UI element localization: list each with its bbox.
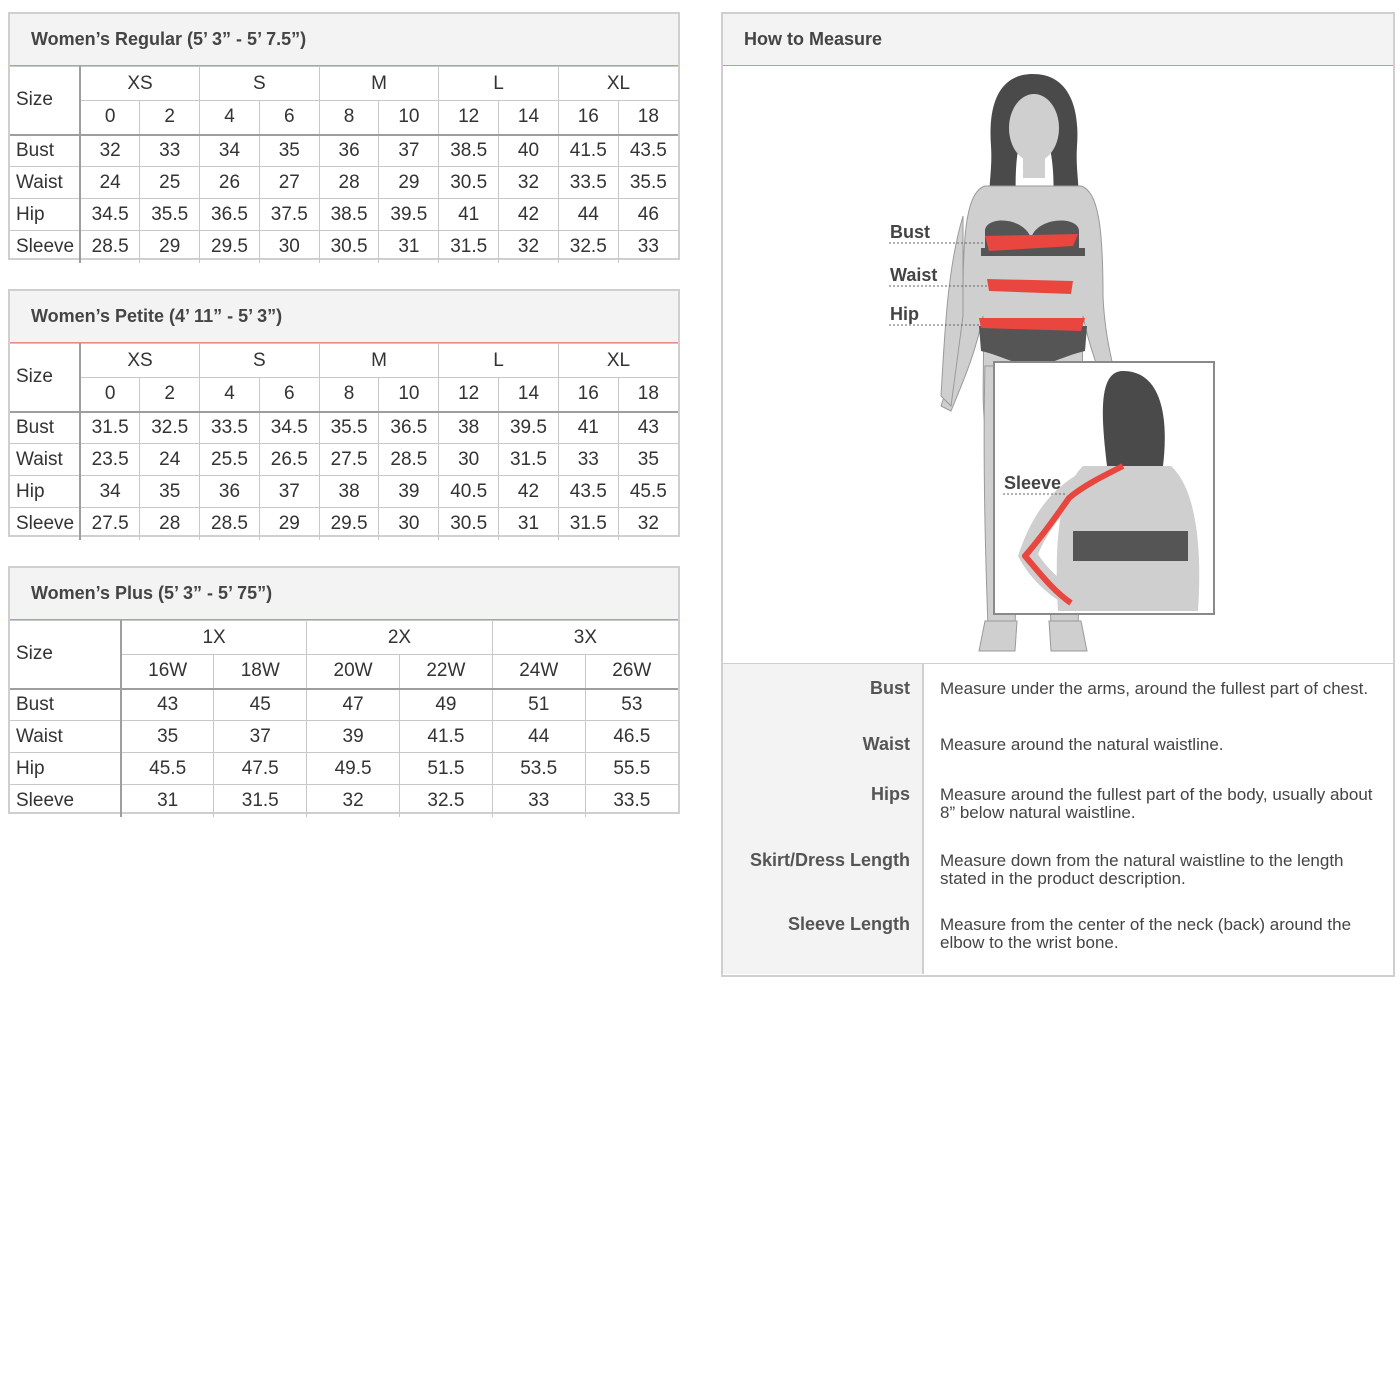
measurement-value: 35.5 xyxy=(140,199,200,231)
measure-term: Waist xyxy=(723,728,924,778)
size-number-header: 0 xyxy=(80,101,140,135)
table-row xyxy=(10,508,678,540)
size-number-header: 4 xyxy=(200,101,260,135)
measurement-value: 36 xyxy=(319,135,379,167)
size-number-header: 14 xyxy=(499,101,559,135)
plus-size-table xyxy=(10,620,678,817)
size-number-header: 10 xyxy=(379,378,439,412)
measurement-label: Sleeve xyxy=(10,508,80,540)
measure-description: Measure under the arms, around the fullest part of chest. xyxy=(940,679,1369,698)
measurement-value: 51 xyxy=(492,689,585,721)
measure-spacer xyxy=(723,970,1393,974)
size-number-header: 12 xyxy=(439,101,499,135)
measure-instructions xyxy=(723,664,1393,974)
table-row xyxy=(10,753,678,785)
measure-term: Hips xyxy=(723,778,924,844)
measurement-value: 36.5 xyxy=(200,199,260,231)
measurement-value: 29.5 xyxy=(319,508,379,540)
size-number-header: 2 xyxy=(140,378,200,412)
measurement-value: 34 xyxy=(200,135,260,167)
size-group-header: 2X xyxy=(307,621,493,655)
measurement-value: 51.5 xyxy=(399,753,492,785)
measurement-value: 32 xyxy=(80,135,140,167)
size-number-header: 8 xyxy=(319,101,379,135)
measurement-value: 42 xyxy=(499,476,559,508)
measurement-value: 28 xyxy=(319,167,379,199)
measurement-value: 45.5 xyxy=(618,476,678,508)
regular-size-table xyxy=(10,66,678,263)
how-to-measure-title: How to Measure xyxy=(723,14,1393,66)
measurement-value: 39.5 xyxy=(379,199,439,231)
measurement-value: 33.5 xyxy=(200,412,260,444)
measurement-value: 28.5 xyxy=(379,444,439,476)
measurement-value: 39 xyxy=(379,476,439,508)
measurement-value: 31.5 xyxy=(80,412,140,444)
measurement-label: Hip xyxy=(10,199,80,231)
measure-item xyxy=(723,728,1393,778)
measurement-value: 41 xyxy=(558,412,618,444)
measurement-value: 44 xyxy=(492,721,585,753)
size-group-header: XL xyxy=(558,67,678,101)
measurement-value: 27.5 xyxy=(319,444,379,476)
measurement-value: 28.5 xyxy=(200,508,260,540)
size-group-header: M xyxy=(319,344,439,378)
measurement-value: 32 xyxy=(499,167,559,199)
measurement-value: 32.5 xyxy=(399,785,492,817)
measure-description: Measure from the center of the neck (back) around the elbow to the wrist bone. xyxy=(940,915,1352,952)
measurement-value: 31 xyxy=(499,508,559,540)
measurement-value: 23.5 xyxy=(80,444,140,476)
measurement-value: 29 xyxy=(379,167,439,199)
measurement-value: 33 xyxy=(618,231,678,263)
measurement-value: 34.5 xyxy=(80,199,140,231)
measurement-value: 37 xyxy=(259,476,319,508)
measurement-value: 46 xyxy=(618,199,678,231)
measurement-value: 36 xyxy=(200,476,260,508)
measure-description: Measure around the fullest part of the body, usually about 8” below natural waistline. xyxy=(940,785,1373,822)
measurement-value: 35 xyxy=(121,721,214,753)
measurement-value: 30 xyxy=(259,231,319,263)
measurement-value: 32 xyxy=(618,508,678,540)
size-number-header: 26W xyxy=(585,655,678,689)
size-number-header: 18W xyxy=(214,655,307,689)
figure-label-hip: Hip xyxy=(890,304,919,324)
measurement-value: 33 xyxy=(140,135,200,167)
table-row xyxy=(10,476,678,508)
size-header: Size xyxy=(10,67,80,135)
size-group-header: 1X xyxy=(121,621,307,655)
measurement-value: 43.5 xyxy=(558,476,618,508)
measurement-value: 43 xyxy=(618,412,678,444)
measurement-value: 29.5 xyxy=(200,231,260,263)
measurement-value: 37.5 xyxy=(259,199,319,231)
measurement-label: Sleeve xyxy=(10,231,80,263)
measurement-label: Bust xyxy=(10,412,80,444)
measurement-value: 28.5 xyxy=(80,231,140,263)
measurement-value: 40 xyxy=(499,135,559,167)
size-group-header: XS xyxy=(80,344,200,378)
size-header: Size xyxy=(10,621,121,689)
measurement-value: 24 xyxy=(140,444,200,476)
measurement-value: 45 xyxy=(214,689,307,721)
measurement-value: 35 xyxy=(140,476,200,508)
measurement-label: Bust xyxy=(10,689,121,721)
measurement-label: Sleeve xyxy=(10,785,121,817)
measurement-value: 43 xyxy=(121,689,214,721)
regular-size-title: Women’s Regular (5’ 3” - 5’ 7.5”) xyxy=(10,14,678,66)
measurement-value: 49 xyxy=(399,689,492,721)
size-header: Size xyxy=(10,344,80,412)
figure-label-waist: Waist xyxy=(890,265,938,285)
measurement-value: 32.5 xyxy=(140,412,200,444)
measurement-value: 35.5 xyxy=(618,167,678,199)
figure-label-bust: Bust xyxy=(890,222,930,242)
measurement-value: 26 xyxy=(200,167,260,199)
size-number-header: 8 xyxy=(319,378,379,412)
measurement-value: 26.5 xyxy=(259,444,319,476)
measurement-value: 47.5 xyxy=(214,753,307,785)
size-number-header: 0 xyxy=(80,378,140,412)
size-number-header: 16W xyxy=(121,655,214,689)
size-group-header: M xyxy=(319,67,439,101)
table-row xyxy=(10,412,678,444)
size-number-header: 6 xyxy=(259,101,319,135)
measure-description: Measure down from the natural waistline to the length stated in the product description. xyxy=(940,851,1344,888)
measurement-value: 31.5 xyxy=(439,231,499,263)
measurement-value: 33 xyxy=(558,444,618,476)
measurement-value: 45.5 xyxy=(121,753,214,785)
measurement-value: 38 xyxy=(319,476,379,508)
measurement-value: 47 xyxy=(307,689,400,721)
table-row xyxy=(10,231,678,263)
measurement-value: 32 xyxy=(307,785,400,817)
measurement-value: 31.5 xyxy=(558,508,618,540)
measurement-label: Bust xyxy=(10,135,80,167)
measurement-value: 32 xyxy=(499,231,559,263)
measurement-value: 37 xyxy=(214,721,307,753)
measurement-value: 31.5 xyxy=(214,785,307,817)
measurement-value: 39 xyxy=(307,721,400,753)
measurement-label: Hip xyxy=(10,753,121,785)
plus-size-title: Women’s Plus (5’ 3” - 5’ 75”) xyxy=(10,568,678,620)
measurement-value: 30.5 xyxy=(319,231,379,263)
measurement-value: 33.5 xyxy=(558,167,618,199)
measurement-value: 30.5 xyxy=(439,508,499,540)
measurement-label: Waist xyxy=(10,721,121,753)
measurement-value: 49.5 xyxy=(307,753,400,785)
size-number-header: 24W xyxy=(492,655,585,689)
table-row xyxy=(10,199,678,231)
body-figure-illustration xyxy=(723,66,1393,664)
size-group-header: 3X xyxy=(492,621,678,655)
measure-item xyxy=(723,844,1393,908)
measurement-value: 46.5 xyxy=(585,721,678,753)
measurement-value: 29 xyxy=(259,508,319,540)
measurement-value: 27.5 xyxy=(80,508,140,540)
measurement-value: 34 xyxy=(80,476,140,508)
measurement-value: 53 xyxy=(585,689,678,721)
size-group-header: S xyxy=(200,67,320,101)
petite-size-panel xyxy=(8,289,680,537)
size-number-header: 20W xyxy=(307,655,400,689)
size-number-header: 16 xyxy=(558,101,618,135)
measurement-value: 39.5 xyxy=(499,412,559,444)
size-number-header: 2 xyxy=(140,101,200,135)
measurement-value: 30 xyxy=(439,444,499,476)
measure-item xyxy=(723,908,1393,970)
measurement-value: 36.5 xyxy=(379,412,439,444)
measurement-value: 38 xyxy=(439,412,499,444)
measure-spacer-desc xyxy=(924,970,1393,974)
measurement-value: 43.5 xyxy=(618,135,678,167)
regular-size-panel xyxy=(8,12,680,260)
measurement-value: 53.5 xyxy=(492,753,585,785)
size-number-header: 10 xyxy=(379,101,439,135)
size-number-header: 18 xyxy=(618,101,678,135)
size-group-header: L xyxy=(439,344,559,378)
measurement-value: 38.5 xyxy=(319,199,379,231)
size-number-header: 12 xyxy=(439,378,499,412)
size-group-header: L xyxy=(439,67,559,101)
measurement-value: 41.5 xyxy=(399,721,492,753)
table-row xyxy=(10,721,678,753)
measurement-value: 55.5 xyxy=(585,753,678,785)
measure-item xyxy=(723,778,1393,844)
measurement-value: 38.5 xyxy=(439,135,499,167)
measurement-value: 31.5 xyxy=(499,444,559,476)
table-row xyxy=(10,135,678,167)
size-number-header: 16 xyxy=(558,378,618,412)
measurement-value: 31 xyxy=(379,231,439,263)
measurement-value: 30 xyxy=(379,508,439,540)
measurement-value: 31 xyxy=(121,785,214,817)
measurement-value: 29 xyxy=(140,231,200,263)
petite-size-title: Women’s Petite (4’ 11” - 5’ 3”) xyxy=(10,291,678,343)
measurement-label: Hip xyxy=(10,476,80,508)
table-row xyxy=(10,167,678,199)
size-number-header: 6 xyxy=(259,378,319,412)
measure-description: Measure around the natural waistline. xyxy=(940,735,1224,754)
measurement-label: Waist xyxy=(10,444,80,476)
measurement-value: 34.5 xyxy=(259,412,319,444)
measurement-value: 40.5 xyxy=(439,476,499,508)
how-to-measure-panel xyxy=(721,12,1395,977)
measurement-value: 25 xyxy=(140,167,200,199)
measurement-value: 33 xyxy=(492,785,585,817)
measurement-value: 27 xyxy=(259,167,319,199)
size-group-header: S xyxy=(200,344,320,378)
measure-term: Skirt/Dress Length xyxy=(723,844,924,908)
measure-term: Bust xyxy=(723,664,924,728)
measurement-value: 41 xyxy=(439,199,499,231)
measurement-value: 37 xyxy=(379,135,439,167)
measurement-value: 42 xyxy=(499,199,559,231)
measurement-value: 33.5 xyxy=(585,785,678,817)
figure-label-sleeve: Sleeve xyxy=(1004,473,1062,493)
measurement-value: 35.5 xyxy=(319,412,379,444)
plus-size-panel xyxy=(8,566,680,814)
measurement-value: 35 xyxy=(618,444,678,476)
measure-term: Sleeve Length xyxy=(723,908,924,970)
measurement-value: 30.5 xyxy=(439,167,499,199)
measurement-value: 25.5 xyxy=(200,444,260,476)
measurement-value: 32.5 xyxy=(558,231,618,263)
measurement-value: 41.5 xyxy=(558,135,618,167)
measure-item xyxy=(723,664,1393,728)
table-row xyxy=(10,785,678,817)
size-number-header: 18 xyxy=(618,378,678,412)
measurement-figure xyxy=(723,66,1393,664)
size-number-header: 4 xyxy=(200,378,260,412)
measurement-value: 24 xyxy=(80,167,140,199)
size-group-header: XL xyxy=(558,344,678,378)
size-group-header: XS xyxy=(80,67,200,101)
measurement-label: Waist xyxy=(10,167,80,199)
measure-spacer-term xyxy=(723,970,924,974)
measurement-value: 28 xyxy=(140,508,200,540)
measurement-value: 35 xyxy=(259,135,319,167)
petite-size-table xyxy=(10,343,678,540)
table-row xyxy=(10,444,678,476)
table-row xyxy=(10,689,678,721)
measurement-value: 44 xyxy=(558,199,618,231)
size-number-header: 14 xyxy=(499,378,559,412)
size-number-header: 22W xyxy=(399,655,492,689)
